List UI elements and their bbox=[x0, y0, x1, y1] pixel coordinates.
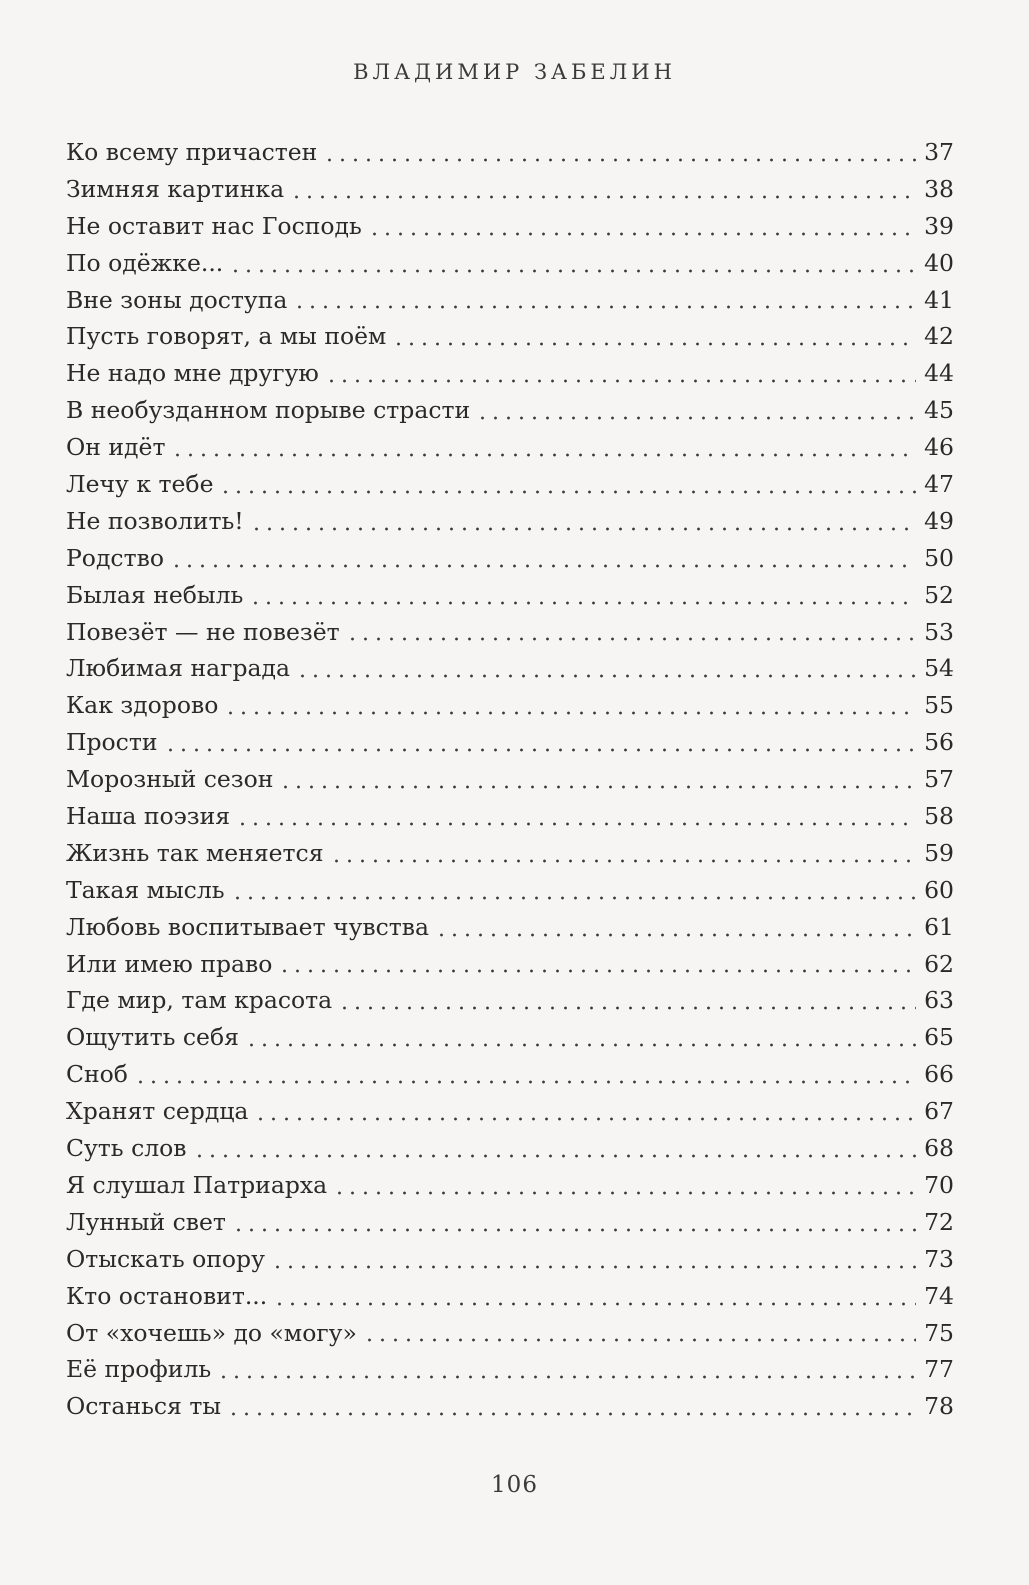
toc-entry-title: Не надо мне другую bbox=[66, 359, 319, 388]
dot-leader bbox=[229, 269, 916, 273]
toc-entry-page: 63 bbox=[924, 986, 954, 1015]
toc-entry bbox=[66, 1241, 954, 1278]
toc-entry-page: 67 bbox=[924, 1097, 954, 1126]
toc-entry-page: 55 bbox=[924, 691, 954, 720]
toc-entry-title: Вне зоны доступа bbox=[66, 285, 288, 314]
toc-entry-page: 54 bbox=[924, 654, 954, 683]
toc-entry-page: 37 bbox=[924, 138, 954, 166]
toc-entry-title: Суть слов bbox=[66, 1134, 187, 1163]
toc-entry bbox=[66, 577, 954, 614]
toc-entry-title: Сноб bbox=[66, 1060, 128, 1089]
toc-entry-page: 72 bbox=[924, 1207, 954, 1236]
dot-leader bbox=[273, 1302, 916, 1306]
toc-entry-title: Пусть говорят, а мы поём bbox=[66, 322, 387, 351]
toc-entry-title: По одёжке... bbox=[66, 248, 224, 277]
toc-entry-page: 47 bbox=[924, 470, 954, 499]
toc-entry-page: 73 bbox=[924, 1244, 954, 1273]
toc-entry-page: 49 bbox=[924, 506, 954, 535]
toc-entry bbox=[66, 466, 954, 503]
dot-leader bbox=[219, 490, 916, 494]
dot-leader bbox=[231, 896, 916, 900]
toc-entry-title: Или имею право bbox=[66, 949, 273, 978]
toc-entry-page: 46 bbox=[924, 433, 954, 462]
toc-entry bbox=[66, 1056, 954, 1093]
toc-entry-page: 39 bbox=[924, 211, 954, 240]
toc-entry-page: 65 bbox=[924, 1023, 954, 1052]
toc-entry-title: Родство bbox=[66, 543, 164, 572]
toc-entry bbox=[66, 724, 954, 761]
dot-leader bbox=[290, 195, 916, 199]
dot-leader bbox=[296, 674, 916, 678]
dot-leader bbox=[227, 1412, 916, 1416]
toc-entry-page: 68 bbox=[924, 1134, 954, 1163]
toc-entry-page: 38 bbox=[924, 174, 954, 203]
toc-entry-title: Ко всему причастен bbox=[66, 138, 318, 166]
dot-leader bbox=[476, 416, 916, 420]
toc-entry-title: Хранят сердца bbox=[66, 1097, 249, 1126]
toc-entry bbox=[66, 208, 954, 245]
toc-entry bbox=[66, 245, 954, 282]
toc-entry-title: Он идёт bbox=[66, 433, 166, 462]
dot-leader bbox=[232, 1228, 916, 1232]
toc-entry-page: 60 bbox=[924, 875, 954, 904]
toc-entry bbox=[66, 540, 954, 577]
toc-entry bbox=[66, 1093, 954, 1130]
toc-entry bbox=[66, 355, 954, 392]
toc-entry bbox=[66, 429, 954, 466]
toc-entry bbox=[66, 134, 954, 171]
dot-leader bbox=[363, 1338, 916, 1342]
dot-leader bbox=[323, 158, 916, 162]
toc-entry-title: Лечу к тебе bbox=[66, 470, 214, 499]
dot-leader bbox=[224, 711, 916, 715]
toc-entry bbox=[66, 614, 954, 651]
toc-entry-title: Былая небыль bbox=[66, 580, 244, 609]
table-of-contents bbox=[66, 134, 954, 1425]
toc-entry bbox=[66, 282, 954, 319]
toc-entry-page: 78 bbox=[924, 1392, 954, 1421]
toc-entry-page: 53 bbox=[924, 617, 954, 646]
toc-entry-title: Ощутить себя bbox=[66, 1023, 239, 1052]
toc-entry-title: Как здорово bbox=[66, 691, 219, 720]
toc-entry-page: 40 bbox=[924, 248, 954, 277]
toc-entry bbox=[66, 761, 954, 798]
toc-entry bbox=[66, 946, 954, 983]
toc-entry bbox=[66, 1278, 954, 1315]
toc-entry-title: Не позволить! bbox=[66, 506, 244, 535]
toc-entry-page: 50 bbox=[924, 543, 954, 572]
toc-entry-page: 45 bbox=[924, 396, 954, 425]
toc-entry bbox=[66, 1351, 954, 1388]
toc-entry bbox=[66, 798, 954, 835]
toc-entry bbox=[66, 1130, 954, 1167]
dot-leader bbox=[435, 933, 916, 937]
toc-entry-title: Я слушал Патриарха bbox=[66, 1170, 328, 1199]
toc-entry bbox=[66, 872, 954, 909]
running-head: ВЛАДИМИР ЗАБЕЛИН bbox=[353, 60, 676, 84]
dot-leader bbox=[254, 1117, 916, 1121]
toc-entry-title: Наша поэзия bbox=[66, 802, 231, 831]
toc-entry-page: 44 bbox=[924, 359, 954, 388]
dot-leader bbox=[164, 748, 916, 752]
toc-entry-title: Жизнь так меняется bbox=[66, 838, 324, 867]
toc-entry bbox=[66, 1204, 954, 1241]
toc-entry-page: 77 bbox=[924, 1355, 954, 1384]
toc-entry-title: Её профиль bbox=[66, 1355, 212, 1384]
dot-leader bbox=[368, 232, 916, 236]
dot-leader bbox=[193, 1154, 916, 1158]
dot-leader bbox=[279, 785, 916, 789]
toc-entry-page: 74 bbox=[924, 1281, 954, 1310]
toc-entry-title: От «хочешь» до «могу» bbox=[66, 1318, 357, 1347]
toc-entry-page: 57 bbox=[924, 765, 954, 794]
toc-entry bbox=[66, 982, 954, 1019]
dot-leader bbox=[271, 1265, 916, 1269]
toc-entry-title: Лунный свет bbox=[66, 1207, 226, 1236]
toc-entry bbox=[66, 1019, 954, 1056]
dot-leader bbox=[250, 527, 916, 531]
toc-entry bbox=[66, 1388, 954, 1425]
dot-leader bbox=[330, 859, 916, 863]
toc-entry-title: Где мир, там красота bbox=[66, 986, 333, 1015]
dot-leader bbox=[278, 969, 916, 973]
toc-entry-title: Не оставит нас Господь bbox=[66, 211, 362, 240]
toc-entry-page: 66 bbox=[924, 1060, 954, 1089]
dot-leader bbox=[245, 1043, 916, 1047]
dot-leader bbox=[333, 1191, 916, 1195]
toc-entry bbox=[66, 909, 954, 946]
toc-entry-title: Морозный сезон bbox=[66, 765, 274, 794]
toc-entry-page: 70 bbox=[924, 1170, 954, 1199]
toc-entry-title: Отыскать опору bbox=[66, 1244, 265, 1273]
toc-entry-page: 58 bbox=[924, 802, 954, 831]
toc-entry-title: Кто остановит... bbox=[66, 1281, 268, 1310]
dot-leader bbox=[293, 305, 916, 309]
toc-entry bbox=[66, 503, 954, 540]
toc-entry bbox=[66, 171, 954, 208]
dot-leader bbox=[236, 822, 916, 826]
toc-entry bbox=[66, 687, 954, 724]
page-number: 106 bbox=[491, 1472, 538, 1498]
toc-entry-page: 75 bbox=[924, 1318, 954, 1347]
dot-leader bbox=[346, 637, 916, 641]
toc-entry-title: В необузданном порыве страсти bbox=[66, 396, 471, 425]
toc-entry-page: 61 bbox=[924, 912, 954, 941]
toc-entry-title: Прости bbox=[66, 728, 158, 757]
toc-entry bbox=[66, 835, 954, 872]
toc-entry-title: Любовь воспитывает чувства bbox=[66, 912, 430, 941]
dot-leader bbox=[134, 1080, 916, 1084]
dot-leader bbox=[217, 1375, 916, 1379]
toc-entry-page: 59 bbox=[924, 838, 954, 867]
toc-entry-page: 52 bbox=[924, 580, 954, 609]
dot-leader bbox=[249, 601, 916, 605]
dot-leader bbox=[338, 1006, 916, 1010]
toc-entry bbox=[66, 650, 954, 687]
toc-entry-title: Повезёт — не повезёт bbox=[66, 617, 340, 646]
dot-leader bbox=[171, 453, 916, 457]
dot-leader bbox=[392, 342, 916, 346]
dot-leader bbox=[170, 564, 916, 568]
toc-entry bbox=[66, 392, 954, 429]
toc-entry bbox=[66, 318, 954, 355]
toc-entry-title: Такая мысль bbox=[66, 875, 225, 904]
dot-leader bbox=[325, 379, 916, 383]
toc-entry bbox=[66, 1167, 954, 1204]
toc-entry-title: Зимняя картинка bbox=[66, 174, 285, 203]
toc-entry-page: 62 bbox=[924, 949, 954, 978]
toc-entry-title: Останься ты bbox=[66, 1392, 222, 1421]
toc-entry bbox=[66, 1315, 954, 1352]
toc-entry-title: Любимая награда bbox=[66, 654, 290, 683]
toc-entry-page: 41 bbox=[924, 285, 954, 314]
toc-entry-page: 56 bbox=[924, 728, 954, 757]
toc-entry-page: 42 bbox=[924, 322, 954, 351]
